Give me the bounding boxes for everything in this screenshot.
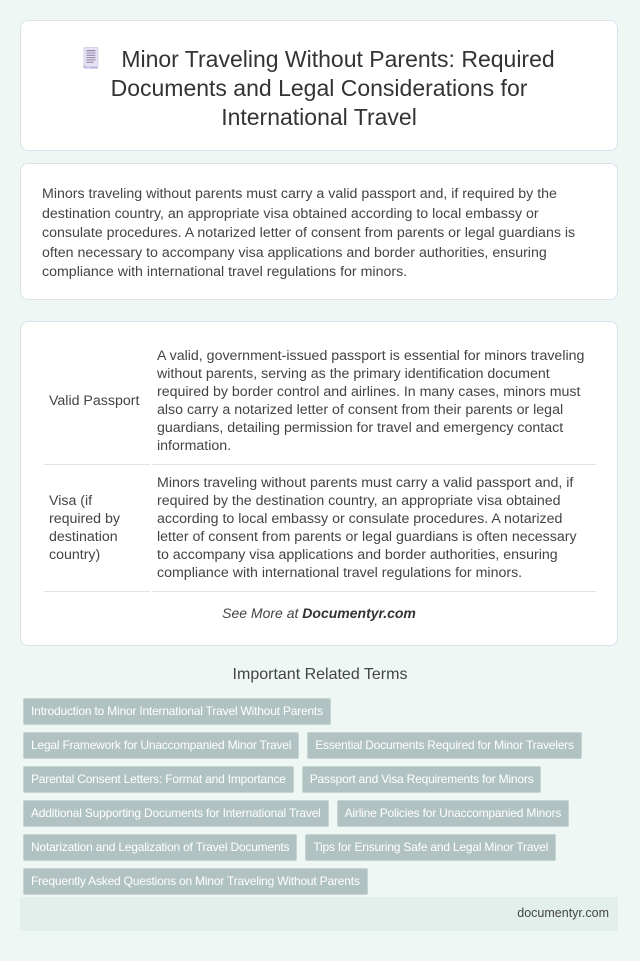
related-term-tag[interactable]: Parental Consent Letters: Format and Importance [23, 766, 294, 793]
related-term-tag[interactable]: Additional Supporting Documents for International Travel [23, 800, 329, 827]
page-title: Minor Traveling Without Parents: Required Documents and Legal Considerations for International Travel [110, 46, 555, 130]
see-more-link[interactable]: Documentyr.com [302, 605, 416, 621]
related-term-tag[interactable]: Passport and Visa Requirements for Minors [302, 766, 542, 793]
summary-text: Minors traveling without parents must carry a valid passport and, if required by the destination country, an appropriate visa obtained according to local embassy or consulate procedures. A notarized letter of consent from parents or legal guardians is often necessary to accompany visa applications and border authorities, ensuring compliance with international travel regulations for minors. [42, 186, 576, 280]
row-label: Visa (if required by destination country) [44, 465, 150, 592]
related-term-tag[interactable]: Notarization and Legalization of Travel Documents [23, 834, 297, 861]
row-description: A valid, government-issued passport is essential for minors traveling without parents, serving as the primary identification document required by border control and airlines. In many cases, minors must also carry a notarized letter of consent from their parents or legal guardians, detailing permission for travel and emergency contact information. [152, 338, 596, 465]
summary-card [20, 163, 618, 300]
table-row [44, 465, 596, 592]
related-term-tag[interactable]: Frequently Asked Questions on Minor Traveling Without Parents [23, 868, 368, 895]
see-more-prefix: See More at [222, 605, 303, 621]
related-terms-list [23, 698, 603, 895]
see-more [21, 605, 617, 621]
footer [20, 897, 618, 931]
title-card [20, 20, 618, 151]
related-term-tag[interactable]: Legal Framework for Unaccompanied Minor Travel [23, 732, 299, 759]
related-term-tag[interactable]: Airline Policies for Unaccompanied Minors [337, 800, 570, 827]
related-term-tag[interactable]: Introduction to Minor International Travel Without Parents [23, 698, 331, 725]
documents-table [42, 338, 598, 592]
row-label: Valid Passport [44, 338, 150, 465]
related-term-tag[interactable]: Tips for Ensuring Safe and Legal Minor Travel [305, 834, 556, 861]
row-description: Minors traveling without parents must carry a valid passport and, if required by the destination country, an appropriate visa obtained according to local embassy or consulate procedures. A notarized letter of consent from parents or legal guardians is often necessary to accompany visa applications and border authorities, ensuring compliance with international travel regulations for minors. [152, 465, 596, 592]
related-terms-heading: Important Related Terms [232, 666, 408, 683]
related-term-tag[interactable]: Essential Documents Required for Minor Travelers [307, 732, 582, 759]
footer-site[interactable]: documentyr.com [517, 906, 609, 920]
page-title-wrap [51, 45, 587, 132]
documents-table-card [20, 321, 618, 646]
table-row [44, 338, 596, 465]
document-icon [83, 47, 99, 69]
